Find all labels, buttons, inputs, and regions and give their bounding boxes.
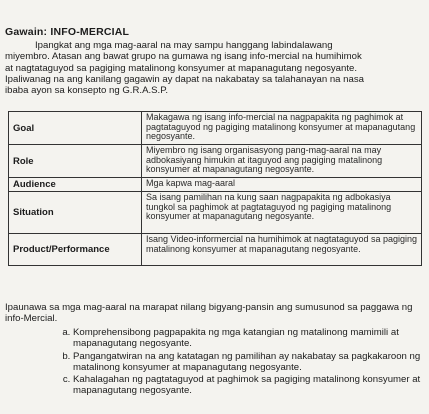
table-row — [9, 112, 422, 145]
table-row — [9, 178, 422, 192]
grasp-table — [8, 111, 422, 266]
intro-paragraph — [5, 40, 423, 96]
activity-title: Gawain: INFO-MERCIAL — [5, 26, 130, 38]
table-row — [9, 145, 422, 178]
list-item: b. Pangangatwiran na ang katatagan ng pamilihan ay nakabatay sa pagkakaroon ng matalinong konsyumer at mapanagutang negosyante. — [73, 351, 429, 374]
intro-line: miyembro. Atasan ang bawat grupo na gumawa ng isang info-mercial na humihimok — [5, 51, 362, 63]
grasp-label-audience: Audience — [9, 178, 142, 192]
grasp-label-goal: Goal — [9, 112, 142, 145]
grasp-value-situation: Sa isang pamilihan na kung saan nagpapakita ng adbokasiya tungkol sa paghimok at pagtataguyod ng pagiging matalinong konsyumer at mapanagutang negosyante. — [142, 192, 422, 234]
table-row — [9, 192, 422, 234]
grasp-label-product: Product/Performance — [9, 234, 142, 266]
grasp-label-situation: Situation — [9, 192, 142, 234]
table-row — [9, 234, 422, 266]
criteria-intro: Ipaunawa sa mga mag-aaral na marapat nilang bigyang-pansin ang sumusunod sa paggawa ng info-Mercial. — [5, 302, 413, 325]
criteria-list — [58, 327, 429, 398]
intro-line: Ipaliwanag na ang kanilang gagawin ay dapat na nakabatay sa talahanayan na nasa — [5, 73, 364, 85]
grasp-label-role: Role — [9, 145, 142, 178]
grasp-value-audience: Mga kapwa mag-aaral — [142, 178, 422, 192]
intro-line: at nagtataguyod sa pagiging matalinong konsyumer at mapanagutang negosyante. — [5, 62, 358, 74]
list-item: c. Kahalagahan ng pagtataguyod at paghimok sa pagiging matalinong konsyumer at mapanagutang negosyante. — [73, 374, 429, 397]
intro-line: Ipangkat ang mga mag-aaral na may sampu hanggang labindalawang — [35, 40, 333, 51]
grasp-value-goal: Makagawa ng isang info-mercial na nagpapakita ng paghimok at pagtataguyod ng pagiging matalinong konsyumer at mapanagutang negosyante. — [142, 112, 422, 145]
grasp-value-product: Isang Video-informercial na humihimok at nagtataguyod sa pagiging matalinong konsyumer at mapanagutang negosyante. — [142, 234, 422, 266]
grasp-value-role: Miyembro ng isang organisasyong pang-mag-aaral na may adbokasiyang himukin at itaguyod ang pagiging matalinong konsyumer at mapanagutang negosyante. — [142, 145, 422, 178]
intro-line: ibaba ayon sa konsepto ng G.R.A.S.P. — [5, 85, 169, 97]
list-item: a. Komprehensibong pagpapakita ng mga katangian ng matalinong mamimili at mapanagutang negosyante. — [73, 327, 429, 350]
